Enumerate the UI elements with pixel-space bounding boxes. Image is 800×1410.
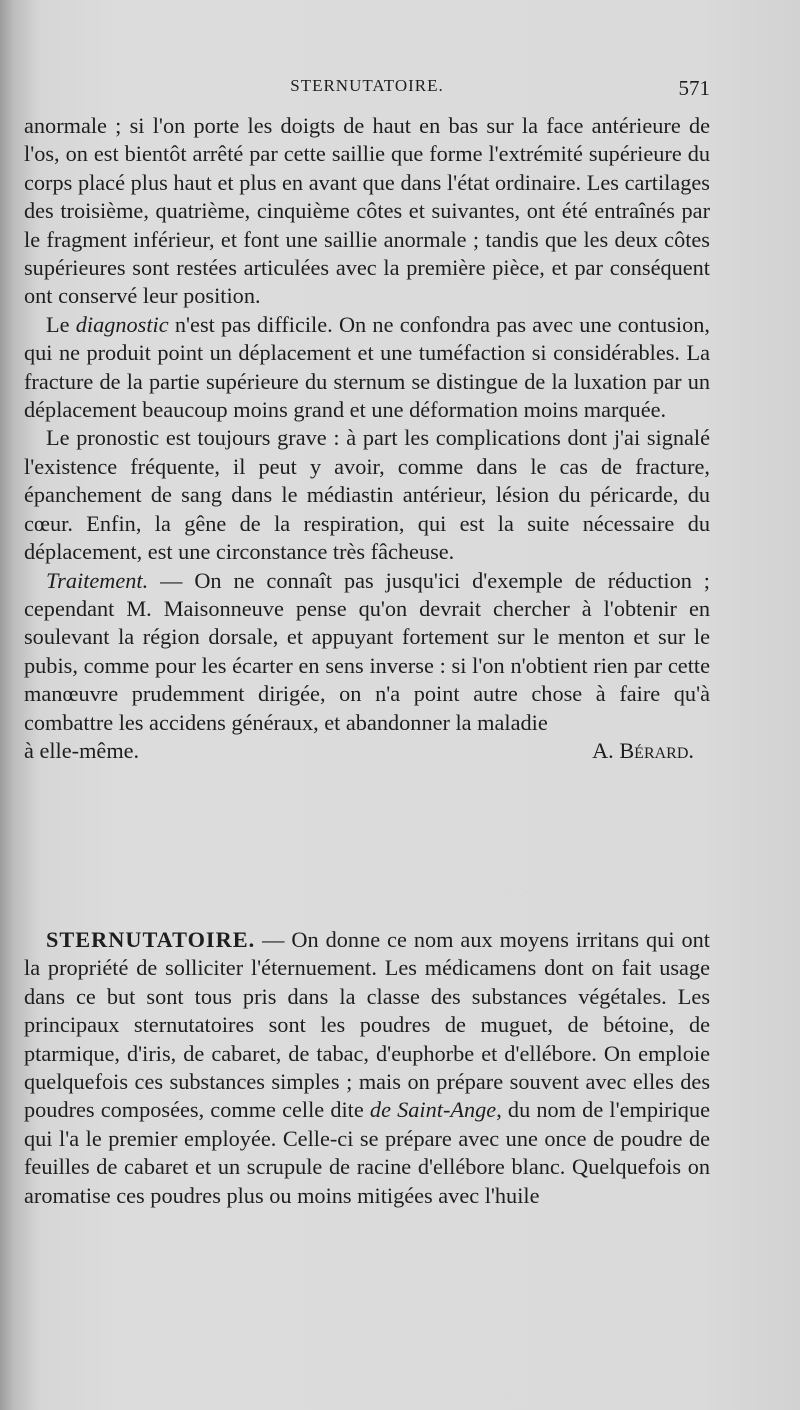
page-number: 571 xyxy=(678,76,710,100)
entry-term: de Saint-Ange xyxy=(369,1097,497,1123)
entry-paragraph xyxy=(24,926,710,1210)
author-signature: A. Bérard. xyxy=(592,737,694,763)
treatment-text: — On ne connaît pas jusqu'ici d'exemple de réduction ; cependant M. Maisonneuve pense qu'on devrait chercher à l'obtenir en soulevant la région dorsale, et appuyant fortement sur le menton et sur le pubis, comme pour les écarter en sens inverse : si l'on n'obtient rien par cette manœuvre prudemment dirigée, on n'a point autre chose à faire qu'à combattre les accidens généraux, et abandonner la maladie xyxy=(24,567,710,735)
entry-text-2: , du nom de l'empirique qui l'a le premier employée. Celle-ci se prépare avec une once de poudre de feuilles de cabaret et un scrupule de racine d'ellébore blanc. Quelquefois on aromatise ces poudres plus ou moins mitigées avec l'huile xyxy=(24,1097,710,1208)
paragraph-anatomy: anormale ; si l'on porte les doigts de haut en bas sur la face antérieure de l'os, on est bientôt arrêté par cette saillie que forme l'extrémité supérieure du corps placé plus haut et plus en avant que dans l'état ordinaire. Les cartilages des troisième, quatrième, cinquième côtes et suivantes, ont été entraînés par le fragment inférieur, et font une saillie anormale ; tandis que les deux côtes supérieures sont restées articulées avec la première pièce, et par conséquent ont conservé leur position. xyxy=(24,113,710,309)
diagnostic-term: diagnostic xyxy=(75,311,169,337)
treatment-term: Traitement. xyxy=(46,567,149,593)
article-continuation xyxy=(24,112,710,765)
running-title: STERNUTATOIRE. xyxy=(290,76,444,95)
running-header xyxy=(24,76,710,106)
paragraph-prognosis: Le pronostic est toujours grave : à part les complications dont j'ai signalé l'existence fréquente, il peut y avoir, comme dans le cas de fracture, épanchement de sang dans le médiastin antérieur, lésion du péricarde, du cœur. Enfin, la gêne de la respiration, qui est la suite nécessaire du déplacement, est une circonstance très fâcheuse. xyxy=(24,425,710,565)
diagnostic-text: n'est pas difficile. On ne confondra pas avec une contusion, qui ne produit point un déplacement et une tuméfaction si considérables. La fracture de la partie supérieure du sternum se distingue de la luxation par un déplacement beaucoup moins grand et une déformation moins marquée. xyxy=(24,311,711,423)
closing-line xyxy=(24,737,710,765)
diagnostic-lead: Le xyxy=(46,311,76,337)
closing-text: à elle-même. xyxy=(24,737,140,763)
entry-heading: STERNUTATOIRE. xyxy=(46,927,256,952)
paragraph-diagnostic xyxy=(24,311,710,425)
entry-text-1: — On donne ce nom aux moyens irritans qui ont la propriété de solliciter l'éternuement. Les médicamens dont on fait usage dans ce but sont tous pris dans la classe des substances végétales. Les principaux sternutatoires sont les poudres de muguet, de bétoine, de ptarmique, d'iris, de cabaret, de tabac, d'euphorbe et d'ellébore. On emploie quelquefois ces substances simples ; mais on prépare souvent avec elles des poudres composées, comme celle dite xyxy=(24,927,710,1123)
paragraph-treatment xyxy=(24,567,710,737)
new-entry xyxy=(24,926,710,1210)
